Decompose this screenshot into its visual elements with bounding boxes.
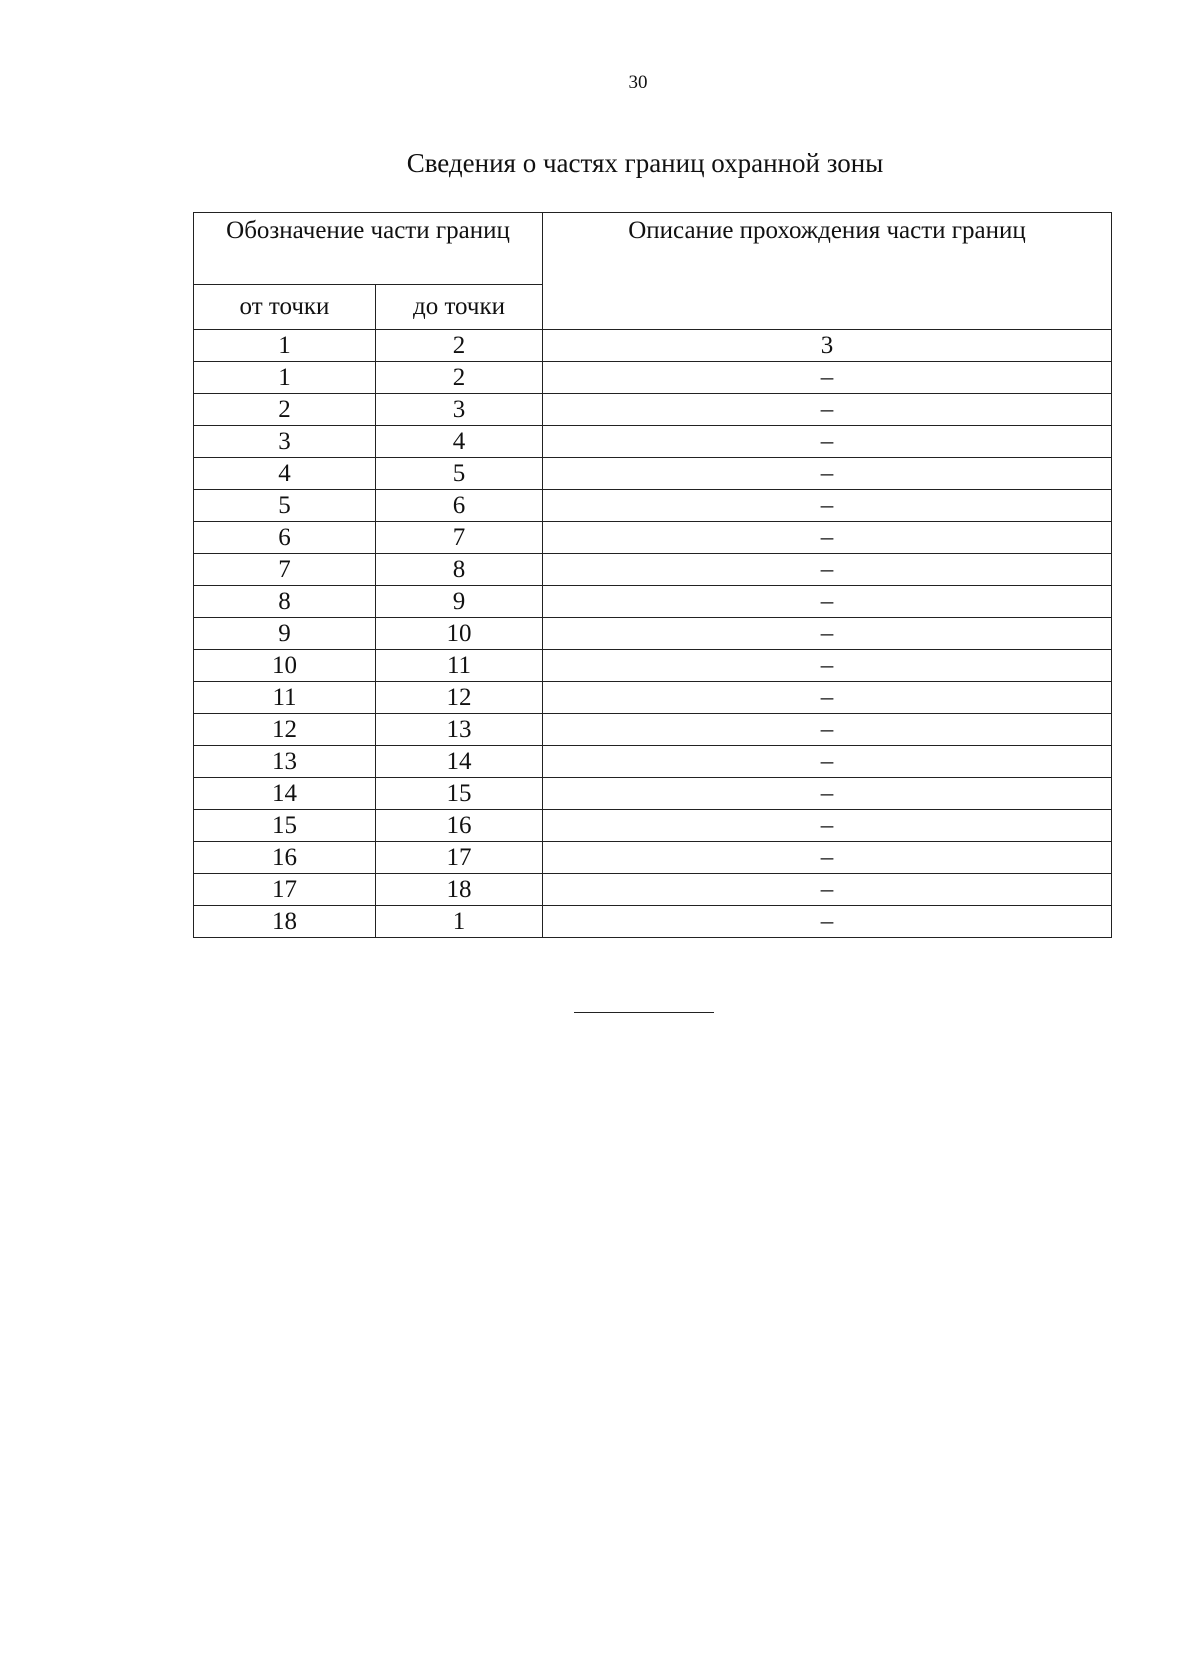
cell-from-point: 14 <box>194 778 376 810</box>
cell-from-point: 16 <box>194 842 376 874</box>
cell-description: – <box>543 778 1112 810</box>
cell-to-point: 7 <box>376 522 543 554</box>
cell-from-point: 6 <box>194 522 376 554</box>
cell-to-point: 13 <box>376 714 543 746</box>
cell-from-point: 11 <box>194 682 376 714</box>
cell-description: – <box>543 746 1112 778</box>
cell-to-point: 17 <box>376 842 543 874</box>
cell-to-point: 2 <box>376 362 543 394</box>
cell-to-point: 5 <box>376 458 543 490</box>
table-row <box>194 778 1112 810</box>
table-row <box>194 362 1112 394</box>
table-row <box>194 810 1112 842</box>
table-row <box>194 906 1112 938</box>
cell-from-point: 5 <box>194 490 376 522</box>
cell-from-point: 13 <box>194 746 376 778</box>
cell-description: – <box>543 650 1112 682</box>
table-row <box>194 842 1112 874</box>
table-row <box>194 682 1112 714</box>
cell-to-point: 1 <box>376 906 543 938</box>
boundary-parts-table <box>193 212 1112 938</box>
cell-to-point: 14 <box>376 746 543 778</box>
table-row <box>194 714 1112 746</box>
header-boundary-part-designation: Обозначение части границ <box>194 213 543 285</box>
cell-from-point: 18 <box>194 906 376 938</box>
table-body <box>194 330 1112 938</box>
cell-from-point: 10 <box>194 650 376 682</box>
cell-from-point: 1 <box>194 330 376 362</box>
cell-from-point: 9 <box>194 618 376 650</box>
cell-from-point: 3 <box>194 426 376 458</box>
page-number: 30 <box>628 72 648 93</box>
document-title: Сведения о частях границ охранной зоны <box>406 148 884 178</box>
cell-description: 3 <box>543 330 1112 362</box>
cell-from-point: 2 <box>194 394 376 426</box>
cell-description: – <box>543 682 1112 714</box>
header-from-point: от точки <box>194 285 376 330</box>
cell-description: – <box>543 394 1112 426</box>
table-row <box>194 554 1112 586</box>
end-rule-divider <box>574 1012 714 1013</box>
cell-description: – <box>543 522 1112 554</box>
cell-from-point: 15 <box>194 810 376 842</box>
table-row <box>194 746 1112 778</box>
cell-description: – <box>543 490 1112 522</box>
cell-description: – <box>543 842 1112 874</box>
cell-description: – <box>543 426 1112 458</box>
table-row <box>194 490 1112 522</box>
header-to-point: до точки <box>376 285 543 330</box>
cell-description: – <box>543 458 1112 490</box>
cell-from-point: 1 <box>194 362 376 394</box>
cell-description: – <box>543 874 1112 906</box>
cell-from-point: 8 <box>194 586 376 618</box>
cell-to-point: 16 <box>376 810 543 842</box>
cell-to-point: 18 <box>376 874 543 906</box>
table-row <box>194 650 1112 682</box>
table-row <box>194 458 1112 490</box>
table-row <box>194 330 1112 362</box>
table-row <box>194 426 1112 458</box>
cell-from-point: 12 <box>194 714 376 746</box>
header-boundary-description: Описание прохождения части границ <box>543 213 1112 330</box>
table-row <box>194 874 1112 906</box>
cell-description: – <box>543 362 1112 394</box>
table-row <box>194 522 1112 554</box>
cell-description: – <box>543 810 1112 842</box>
cell-to-point: 12 <box>376 682 543 714</box>
cell-to-point: 2 <box>376 330 543 362</box>
table-row <box>194 618 1112 650</box>
cell-to-point: 9 <box>376 586 543 618</box>
header-row-top <box>194 213 1112 285</box>
cell-from-point: 17 <box>194 874 376 906</box>
cell-description: – <box>543 906 1112 938</box>
table-row <box>194 586 1112 618</box>
cell-to-point: 8 <box>376 554 543 586</box>
cell-from-point: 4 <box>194 458 376 490</box>
cell-description: – <box>543 554 1112 586</box>
cell-description: – <box>543 714 1112 746</box>
cell-description: – <box>543 586 1112 618</box>
cell-to-point: 4 <box>376 426 543 458</box>
table-row <box>194 394 1112 426</box>
cell-to-point: 3 <box>376 394 543 426</box>
cell-to-point: 6 <box>376 490 543 522</box>
cell-to-point: 10 <box>376 618 543 650</box>
cell-to-point: 15 <box>376 778 543 810</box>
cell-from-point: 7 <box>194 554 376 586</box>
cell-to-point: 11 <box>376 650 543 682</box>
cell-description: – <box>543 618 1112 650</box>
